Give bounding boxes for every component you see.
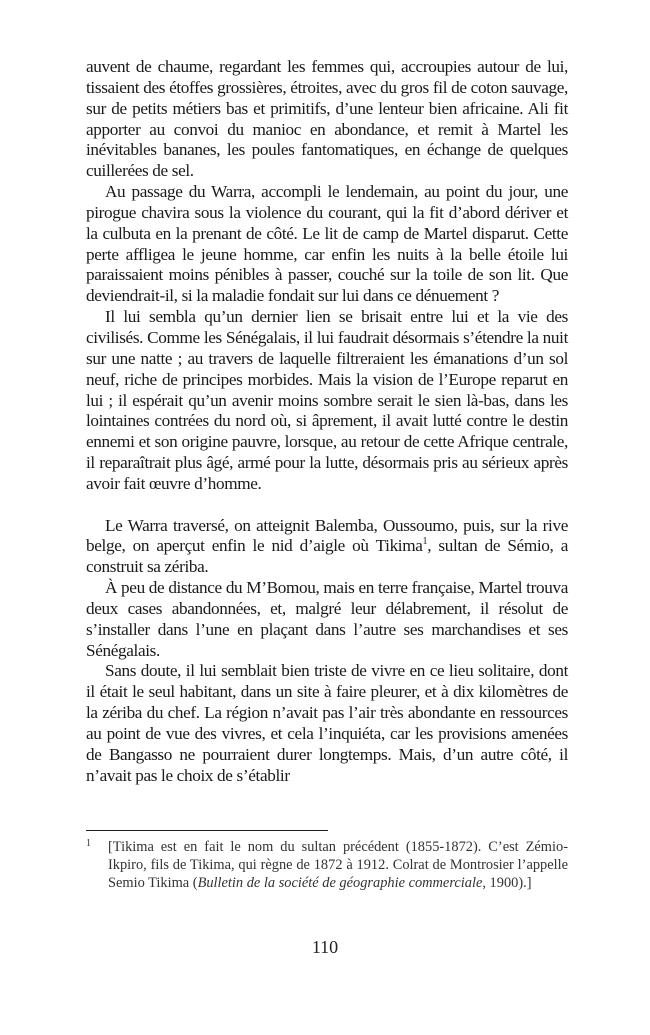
footnote-publication-title: Bulletin de la société de géographie commerciale (197, 875, 483, 891)
footnote-text-start: [Tikima est en fait le nom du sultan précédent (1855-1872). C’est Zémio-Ikpiro, fils de Tikima, qui règne de 1872 à 1912. Colrat de Montrosier l’appelle Semio Tikima ( (108, 839, 568, 891)
paragraph-1: auvent de chaume, regardant les femmes qui, accroupies autour de lui, tissaient des étoffes grossières, étroites, avec du gros fil de coton sauvage, sur de petits métiers bas et primitifs, d’une lenteur bien africaine. Ali fit apporter au convoi du manioc en abondance, et remit à Martel les inévitables bananes, les poules fantomatiques, en échange de quelques cuillerées de sel. (86, 57, 568, 181)
paragraph-4-start: Le Warra traversé, on atteignit Balemba, Oussoumo, puis, sur la rive belge, on aperçut enfin le nid d’aigle où Tikima (86, 515, 568, 556)
footnote-separator (86, 830, 328, 831)
paragraph-2: Au passage du Warra, accompli le lendemain, au point du jour, une pirogue chavira sous la violence du courant, qui la fit d’abord dériver et la culbuta en la prenant de côté. Le lit de camp de Martel disparut. Cette perte affligea le jeune homme, car enfin les nuits à la belle étoile lui paraissaient moins pénibles à passer, couché sur la toile de son lit. Que deviendrait-il, si la maladie fondait sur lui dans ce dénuement ? (86, 182, 568, 306)
paragraph-5: À peu de distance du M’Bomou, mais en terre française, Martel trouva deux cases abandonnées, et, malgré leur délabrement, il résolut de s’installer dans l’une en plaçant dans l’autre ses marchandises et ses Sénégalais. (86, 578, 568, 660)
paragraph-6: Sans doute, il lui semblait bien triste de vivre en ce lieu solitaire, dont il était le seul habitant, dans un site à faire pleurer, et à dix kilomètres de la zériba du chef. La région n’avait pas l’air très abondante en ressources au point de vue des vivres, et cela l’inquiéta, car les provisions amenées de Bangasso ne pourraient durer longtemps. Mais, d’un autre côté, il n’avait pas le choix de s’établir (86, 661, 568, 785)
body-text (86, 57, 568, 787)
paragraph-4 (86, 516, 568, 579)
footnote-reference: 1 (422, 536, 428, 548)
page-number: 110 (311, 937, 339, 957)
paragraph-3: Il lui sembla qu’un dernier lien se brisait entre lui et la vie des civilisés. Comme les Sénégalais, il lui faudrait désormais s’étendre la nuit sur une natte ; au travers de laquelle filtreraient les émanations d’un sol neuf, riche de principes morbides. Mais la vision de l’Europe reparut en lui ; il espérait qu’un avenir moins sombre serait le sien là-bas, dans les lointaines contrées du nord où, si âprement, il avait lutté contre le destin ennemi et son origine pauvre, lorsque, au retour de cette Afrique centrale, il reparaîtrait plus âgé, armé pour la lutte, désormais pris au sérieux après avoir fait œuvre d’homme. (86, 307, 568, 493)
footnote-text-end: , 1900).] (482, 875, 532, 891)
footnote: 1 [Tikima est en fait le nom du sultan précédent (1855-1872). C’est Zémio-Ikpiro, fils de Tikima, qui règne de 1872 à 1912. Colrat de Montrosier l’appelle Semio Tikima (Bulletin de la société de géographie commerciale, 1900).] (86, 838, 568, 891)
paragraph-4-end: , sultan de Sémio, a construit sa zériba. (86, 536, 568, 577)
